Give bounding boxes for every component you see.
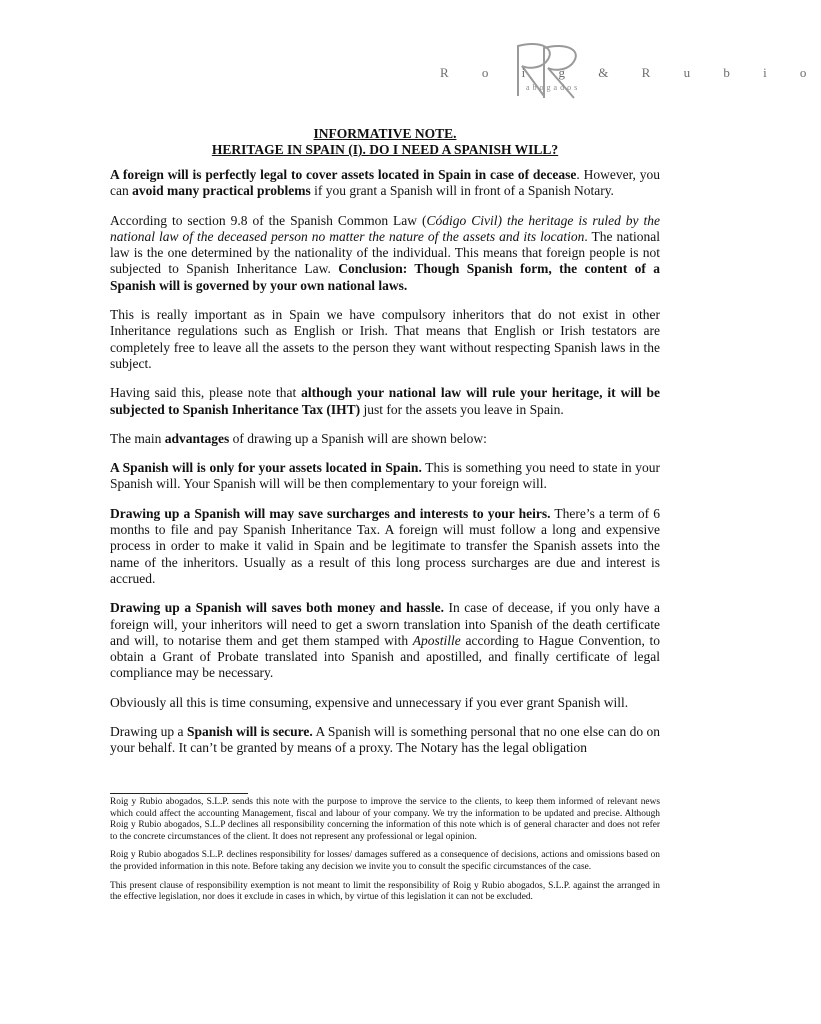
firm-subtitle: abogados <box>526 83 581 92</box>
document-body <box>110 167 660 770</box>
paragraph-4: Having said this, please note that although your national law will rule your heritage, it will be subjected to Spanish Inheritance Tax (IHT) just for the assets you leave in Spain. <box>110 385 660 417</box>
firm-name: R o i g & R u b i o <box>440 65 821 80</box>
heading-line-2: HERITAGE IN SPAIN (I). DO I NEED A SPANISH WILL? <box>211 142 559 157</box>
disclaimer-footnotes <box>110 797 660 911</box>
paragraph-9: Obviously all this is time consuming, expensive and unnecessary if you ever grant Spanish will. <box>110 694 629 710</box>
footnote-2: Roig y Rubio abogados S.L.P. declines responsibility for losses/ damages suffered as a consequence of decisions, actions and omissions based on the provided information in this note. Before taking any decision we invite you to consult the specific circumstances of the case. <box>110 850 660 872</box>
paragraph-6: A Spanish will is only for your assets located in Spain. This is something you need to state in your Spanish will. Your Spanish will will be then complementary to your foreign will. <box>110 460 661 492</box>
firm-logo <box>440 38 821 108</box>
footnote-3: This present clause of responsibility exemption is not meant to limit the responsibility of Roig y Rubio abogados, S.L.P. against the arranged in the effective legislation, nor does it exclude in cases in which, by virtue of this legislation it can not be excluded. <box>110 880 660 903</box>
heading-line-1: INFORMATIVE NOTE. <box>313 126 457 141</box>
paragraph-10: Drawing up a Spanish will is secure. A Spanish will is something personal that no one else can do on your behalf. It can’t be granted by means of a proxy. The Notary has the legal obligation <box>110 724 660 756</box>
footnote-1: Roig y Rubio abogados, S.L.P. sends this note with the purpose to improve the service to the clients, to keep them informed of relevant news which could affect the accounting Management, fiscal and labour of your company. We try the information to be updated and precise. Although Roig y Rubio abogados, S.L.P declines all responsibility concerning the information of this note which is of general character and does not refer to the concrete circumstances of the client. It does not represent any professional or legal opinion. <box>110 797 660 842</box>
paragraph-5: The main advantages of drawing up a Spanish will are shown below: <box>110 430 487 446</box>
paragraph-8: Drawing up a Spanish will saves both money and hassle. In case of decease, if you only have a foreign will, your inheritors will need to get a sworn translation into Spanish of the death certificate and will, to notarise them and get them stamped with Apostille according to Hague Convention, to obtain a Grant of Probate translated into Spanish and apostilled, and finally certificate of legal compliance may be necessary. <box>110 600 660 681</box>
paragraph-3: This is really important as in Spain we have compulsory inheritors that do not exist in other Inheritance regulations such as English or Irish. That means that English or Irish testators are completely free to leave all the assets to the person they want without respecting Spanish laws in the subject. <box>110 307 660 371</box>
paragraph-1: A foreign will is perfectly legal to cover assets located in Spain in case of decease. However, you can avoid many practical problems if you grant a Spanish will in front of a Spanish Notary. <box>110 167 661 199</box>
document-heading <box>110 126 660 158</box>
footnote-divider <box>110 793 248 794</box>
paragraph-7: Drawing up a Spanish will may save surcharges and interests to your heirs. There’s a term of 6 months to file and pay Spanish Inheritance Tax. A foreign will must follow a long and expensive process in order to make it valid in Spain and be legitimate to transfer the Spanish assets into the name of the inheritors. Usually as a result of this long process surcharges are due and interest is accrued. <box>110 505 660 586</box>
paragraph-2: According to section 9.8 of the Spanish Common Law (Código Civil) the heritage is ruled by the national law of the deceased person no matter the nature of the assets and its location. The national law is the one determined by the nationality of the individual. This means that foreign people is not subjected to Spanish Inheritance Law. Conclusion: Though Spanish form, the content of a Spanish will is governed by your own national laws. <box>110 212 661 293</box>
